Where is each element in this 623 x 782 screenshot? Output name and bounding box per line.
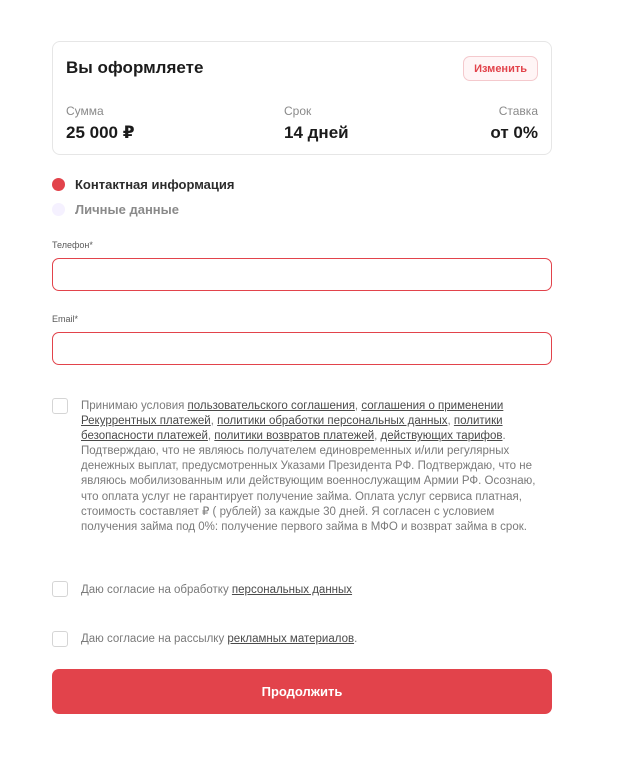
step-label: Личные данные xyxy=(75,201,179,217)
consent-text: Даю согласие на обработку xyxy=(81,584,232,596)
order-summary-card xyxy=(52,41,552,155)
step-contact-info xyxy=(52,176,234,192)
personal-data-consent-text xyxy=(81,583,541,598)
terms-checkbox[interactable] xyxy=(52,398,68,414)
summary-title: Вы оформляете xyxy=(66,58,204,77)
refund-policy-link[interactable]: политики возвратов платежей xyxy=(214,430,375,443)
consent-text: . xyxy=(354,633,358,645)
term-label: Срок xyxy=(284,104,312,118)
terms-consent-text xyxy=(81,399,541,535)
sum-value: 25 000 ₽ xyxy=(66,123,135,142)
phone-input[interactable] xyxy=(52,258,552,291)
payment-security-link[interactable]: политики безопасности платежей xyxy=(81,415,503,443)
form-steps xyxy=(52,176,234,226)
personal-data-checkbox[interactable] xyxy=(52,581,68,597)
term-value: 14 дней xyxy=(284,123,349,142)
terms-text: , xyxy=(447,415,454,428)
phone-label: Телефон* xyxy=(52,240,93,250)
terms-text: Принимаю условия xyxy=(81,400,188,412)
step-active-dot-icon xyxy=(52,178,65,191)
consent-text: Даю согласие на рассылку xyxy=(81,633,228,645)
terms-text: , xyxy=(354,400,362,412)
step-personal-data xyxy=(52,201,234,217)
term-stat xyxy=(284,104,349,143)
ads-materials-link[interactable]: рекламных материалов xyxy=(227,633,355,645)
change-button[interactable]: Изменить xyxy=(463,56,538,81)
terms-text: , xyxy=(374,430,381,443)
email-label: Email* xyxy=(52,314,79,324)
sum-label: Сумма xyxy=(66,104,104,118)
terms-text: . Подтверждаю, что не являюсь получателем единовременных и/или регулярных денежных выплат, предусмотренных Указами Президента РФ. Подтверждаю, что не являюсь мобилизованным или действующим военнослужащим Армии РФ. Осознаю, что оплата услуг не гарантирует получение займа. Оплата услуг сервиса платная, стоимость составляет ₽ ( рублей) за каждые 30 дней. Я согласен с условием получения займа под 0%: получение первого займа в МФО и возврат займа в срок. xyxy=(81,430,536,533)
step-inactive-dot-icon xyxy=(52,203,65,216)
privacy-policy-link[interactable]: политики обработки персональных данных xyxy=(217,415,448,428)
rate-label: Ставка xyxy=(498,104,538,118)
email-input[interactable] xyxy=(52,332,552,365)
continue-button[interactable]: Продолжить xyxy=(52,669,552,714)
recurring-payments-link[interactable]: соглашения о применении Рекуррентных платежей xyxy=(81,400,504,428)
sum-stat xyxy=(66,104,135,143)
personal-data-link[interactable]: персональных данных xyxy=(231,584,353,596)
tariffs-link[interactable]: действующих тарифов xyxy=(380,430,503,443)
terms-text: , xyxy=(210,415,218,428)
step-label: Контактная информация xyxy=(75,176,235,192)
ads-checkbox[interactable] xyxy=(52,631,68,647)
rate-stat xyxy=(490,104,538,143)
user-agreement-link[interactable]: пользовательского соглашения xyxy=(187,400,355,412)
ads-consent-text xyxy=(81,632,541,647)
rate-value: от 0% xyxy=(490,123,538,142)
terms-text: , xyxy=(207,430,215,443)
